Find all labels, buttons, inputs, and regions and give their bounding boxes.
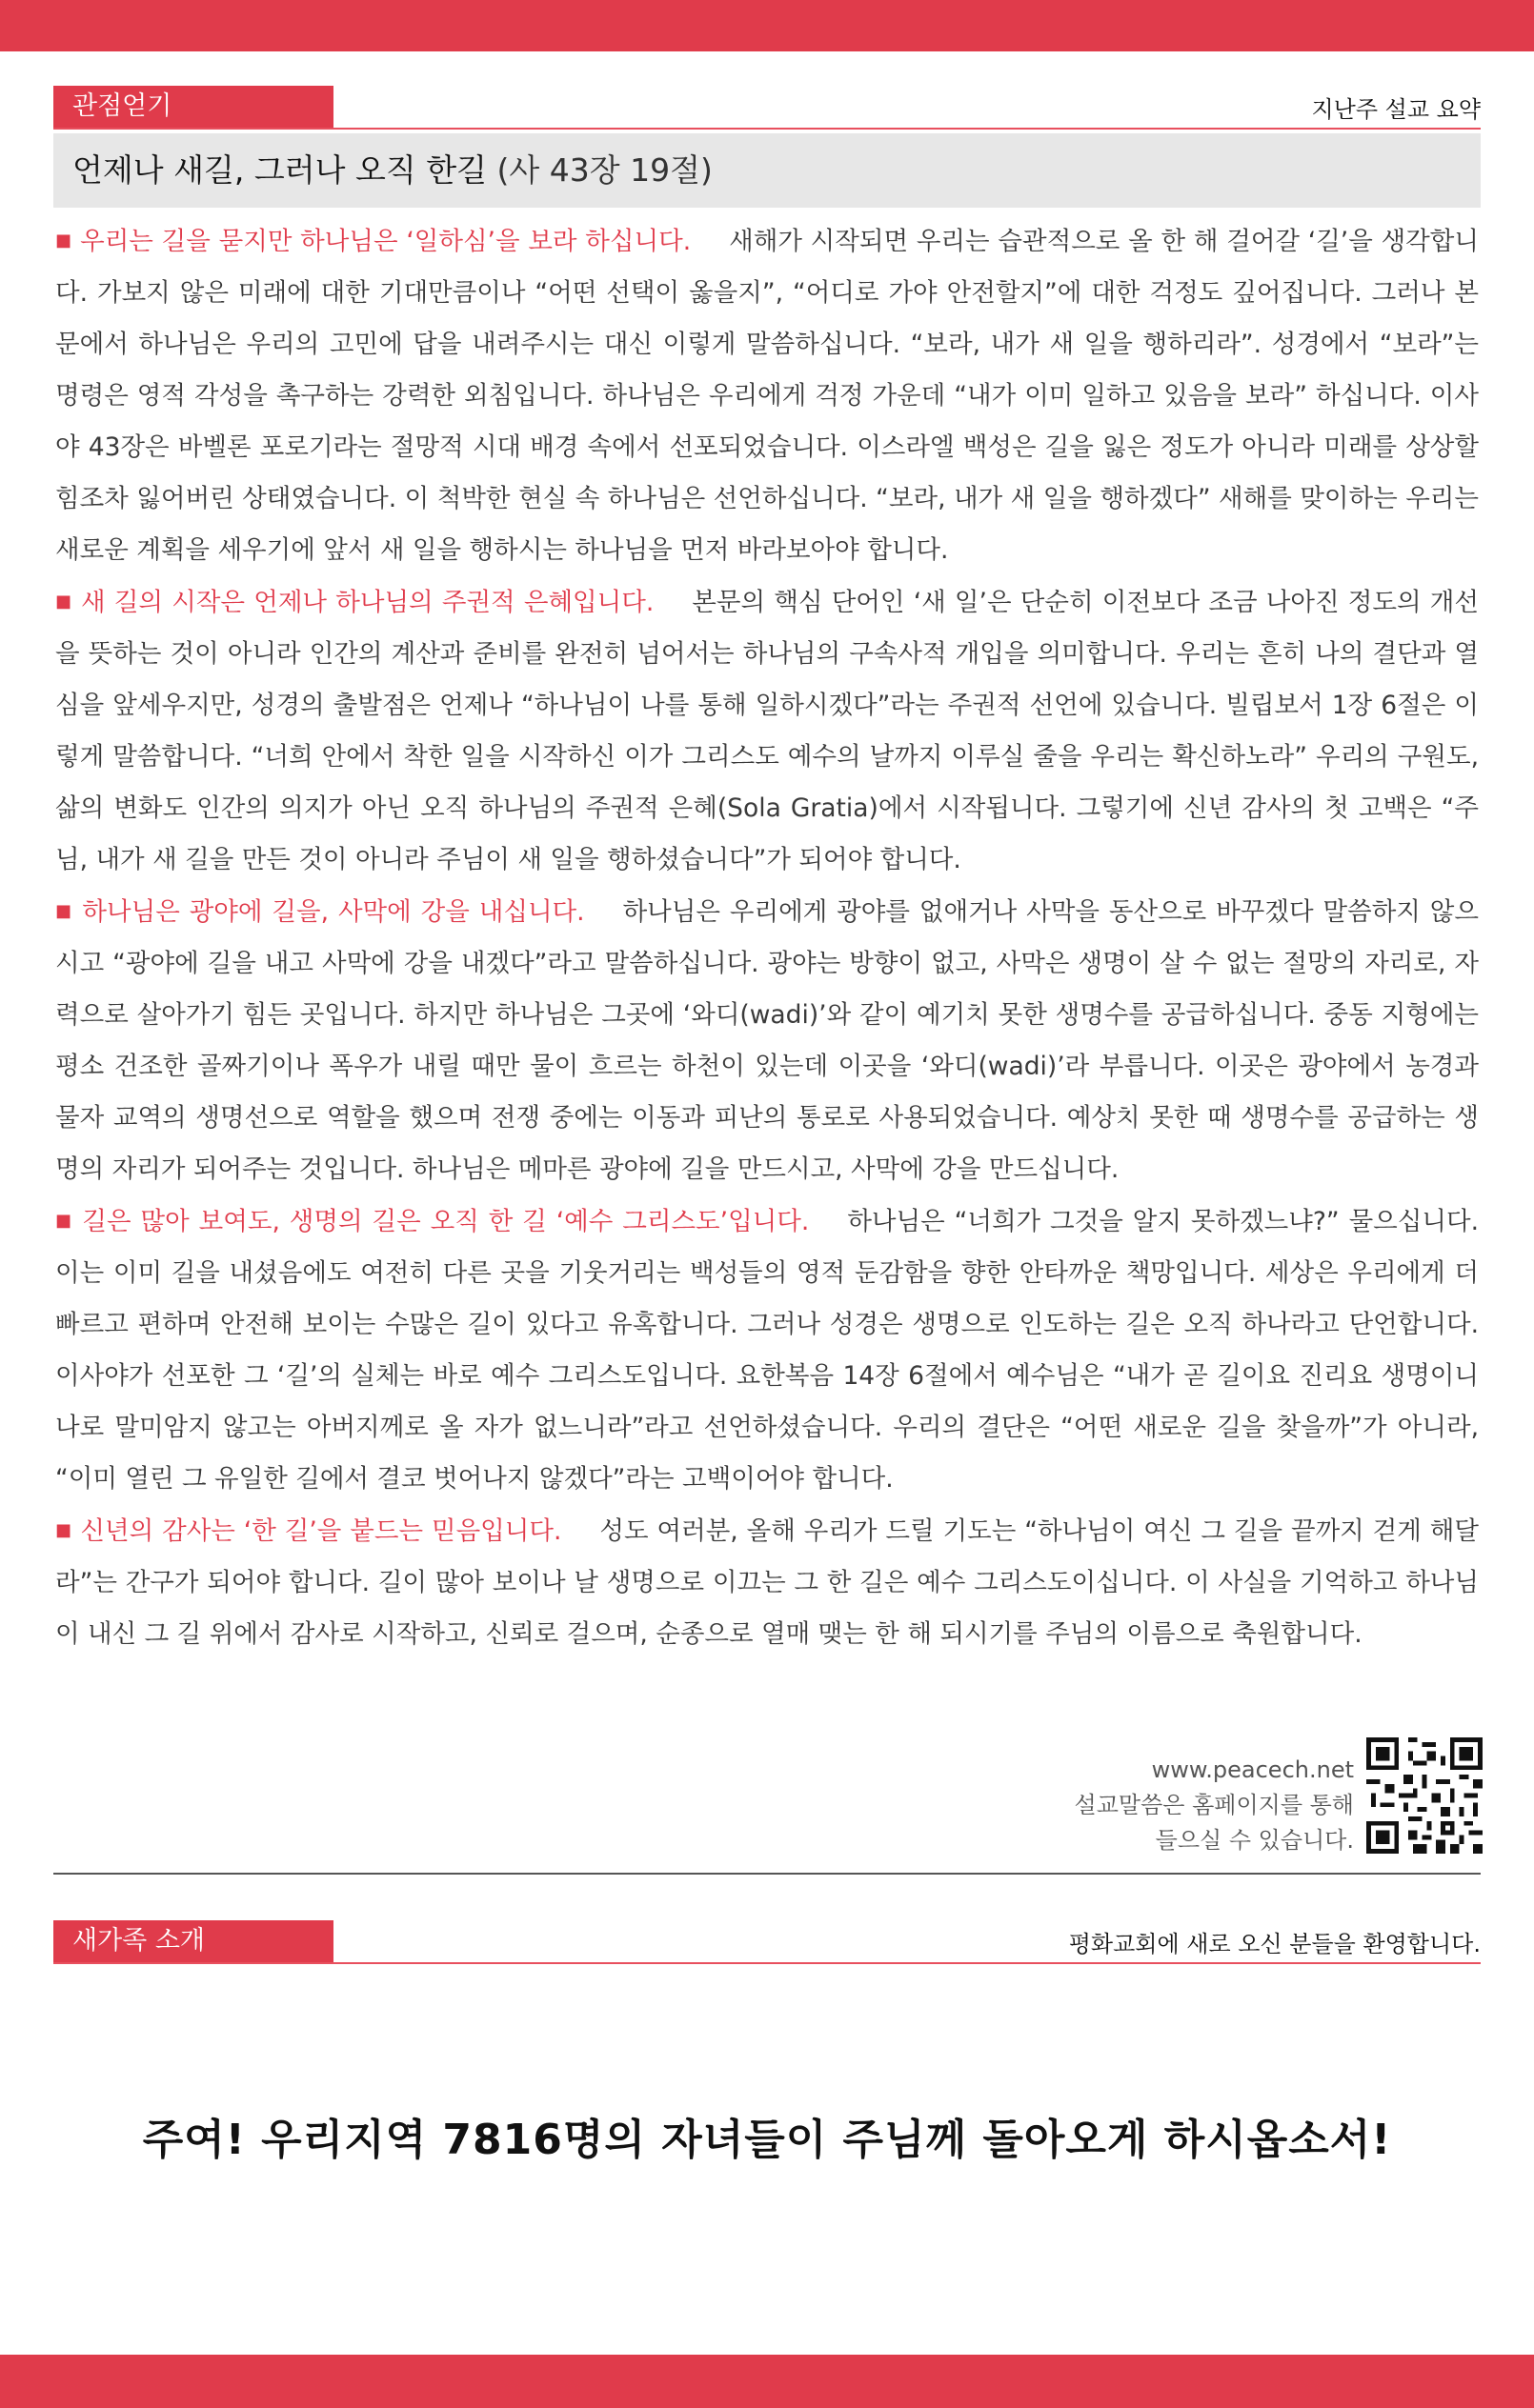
contact-info <box>1075 1753 1354 1858</box>
paragraph-heading: 우리는 길을 묻지만 하나님은 ‘일하심’을 보라 하십니다. <box>80 227 692 256</box>
paragraph-heading: 길은 많아 보여도, 생명의 길은 오직 한 길 ‘예수 그리스도’입니다. <box>82 1207 810 1236</box>
sermon-title: 언제나 새길, 그러나 오직 한길 <box>72 151 487 189</box>
paragraph-heading: 하나님은 광야에 길을, 사막에 강을 내십니다. <box>82 897 585 927</box>
qr-code-icon[interactable] <box>1366 1737 1483 1854</box>
bullet-square-icon: ■ <box>55 592 72 612</box>
bullet-square-icon: ■ <box>55 1211 73 1231</box>
sermon-section-header <box>53 86 1481 130</box>
new-family-section-header <box>53 1920 1481 1964</box>
sermon-section-subtitle: 지난주 설교 요약 <box>1311 96 1481 123</box>
paragraph-text: 하나님은 “너희가 그것을 알지 못하겠느냐?” 물으십니다. 이는 이미 길을 내셨음에도 여전히 다른 곳을 기웃거리는 백성들의 영적 둔감함을 향한 안타까운 책망입니다. 세상은 우리에게 더 빠르고 편하며 안전해 보이는 수많은 길이 있다고 유혹합니다. 그러나 성경은 생명으로 인도하는 길은 오직 하나라고 단언합니다. 이사야가 선포한 그 ‘길’의 실체는 바로 예수 그리스도입니다. 요한복음 14장 6절에서 예수님은 “내가 곧 길이요 진리요 생명이니 나로 말미암지 않고는 아버지께로 올 자가 없느니라”라고 선언하셨습니다. 우리의 결단은 “어떤 새로운 길을 찾을까”가 아니라, “이미 열린 그 유일한 길에서 결코 벗어나지 않겠다”라는 고백이어야 합니다. <box>55 1207 1479 1494</box>
paragraph <box>55 215 1479 576</box>
paragraph-heading: 새 길의 시작은 언제나 하나님의 주권적 은혜입니다. <box>81 588 655 617</box>
paragraph-text: 본문의 핵심 단어인 ‘새 일’은 단순히 이전보다 조금 나아진 정도의 개선을 뜻하는 것이 아니라 인간의 계산과 준비를 완전히 넘어서는 하나님의 구속사적 개입을 의미합니다. 우리는 흔히 나의 결단과 열심을 앞세우지만, 성경의 출발점은 언제나 “하나님이 나를 통해 일하시겠다”라는 주권적 선언에 있습니다. 빌립보서 1장 6절은 이렇게 말씀합니다. “너희 안에서 착한 일을 시작하신 이가 그리스도 예수의 날까지 이루실 줄을 우리는 확신하노라” 우리의 구원도, 삶의 변화도 인간의 의지가 아닌 오직 하나님의 주권적 은혜(Sola Gratia)에서 시작됩니다. 그렇기에 신년 감사의 첫 고백은 “주님, 내가 새 길을 만든 것이 아니라 주님이 새 일을 행하셨습니다”가 되어야 합니다. <box>55 588 1479 874</box>
top-accent-bar <box>0 0 1534 51</box>
paragraph <box>55 576 1479 886</box>
paragraph-heading: 신년의 감사는 ‘한 길’을 붙드는 믿음입니다. <box>80 1516 562 1546</box>
sermon-summary <box>55 215 1479 1660</box>
paragraph <box>55 1195 1479 1505</box>
new-family-section-label: 새가족 소개 <box>53 1920 333 1962</box>
bottom-accent-bar <box>0 2355 1534 2408</box>
paragraph-text: 새해가 시작되면 우리는 습관적으로 올 한 해 걸어갈 ‘길’을 생각합니다. 가보지 않은 미래에 대한 기대만큼이나 “어떤 선택이 옳을지”, “어디로 가야 안전할지”에 대한 걱정도 깊어집니다. 그러나 본문에서 하나님은 우리의 고민에 답을 내려주시는 대신 이렇게 말씀하십니다. “보라, 내가 새 일을 행하리라”. 성경에서 “보라”는 명령은 영적 각성을 촉구하는 강력한 외침입니다. 하나님은 우리에게 걱정 가운데 “내가 이미 일하고 있음을 보라” 하십니다. 이사야 43장은 바벨론 포로기라는 절망적 시대 배경 속에서 선포되었습니다. 이스라엘 백성은 길을 잃은 정도가 아니라 미래를 상상할 힘조차 잃어버린 상태였습니다. 이 척박한 현실 속 하나님은 선언하십니다. “보라, 내가 새 일을 행하겠다” 새해를 맞이하는 우리는 새로운 계획을 세우기에 앞서 새 일을 행하시는 하나님을 먼저 바라보아야 합니다. <box>55 227 1479 565</box>
new-family-welcome-text: 평화교회에 새로 오신 분들을 환영합니다. <box>1068 1931 1481 1957</box>
bullet-square-icon: ■ <box>55 901 73 921</box>
prayer-banner: 주여! 우리지역 7816명의 자녀들이 주님께 돌아오게 하시옵소서! <box>142 2116 1392 2164</box>
paragraph <box>55 886 1479 1195</box>
sermon-section-label: 관점얻기 <box>53 86 333 128</box>
contact-line-1: 설교말씀은 홈페이지를 통해 <box>1074 1792 1354 1818</box>
bullet-square-icon: ■ <box>55 231 72 251</box>
contact-line-2: 들으실 수 있습니다. <box>1155 1827 1354 1854</box>
scripture-reference: (사 43장 19절) <box>496 151 713 189</box>
paragraph <box>55 1505 1479 1660</box>
section-divider <box>53 1873 1481 1875</box>
paragraph-text: 성도 여러분, 올해 우리가 드릴 기도는 “하나님이 여신 그 길을 끝까지 걷게 해달라”는 간구가 되어야 합니다. 길이 많아 보이나 날 생명으로 이끄는 그 한 길은 예수 그리스도이십니다. 이 사실을 기억하고 하나님이 내신 그 길 위에서 감사로 시작하고, 신뢰로 걸으며, 순종으로 열매 맺는 한 해 되시기를 주님의 이름으로 축원합니다. <box>55 1516 1479 1649</box>
bullet-square-icon: ■ <box>55 1520 72 1540</box>
paragraph-text: 하나님은 우리에게 광야를 없애거나 사막을 동산으로 바꾸겠다 말씀하지 않으시고 “광야에 길을 내고 사막에 강을 내겠다”라고 말씀하십니다. 광야는 방향이 없고, 사막은 생명이 살 수 없는 절망의 자리로, 자력으로 살아가기 힘든 곳입니다. 하지만 하나님은 그곳에 ‘와디(wadi)’와 같이 예기치 못한 생명수를 공급하십니다. 중동 지형에는 평소 건조한 골짜기이나 폭우가 내릴 때만 물이 흐르는 하천이 있는데 이곳을 ‘와디(wadi)’라 부릅니다. 이곳은 광야에서 농경과 물자 교역의 생명선으로 역할을 했으며 전쟁 중에는 이동과 피난의 통로로 사용되었습니다. 예상치 못한 때 생명수를 공급하는 생명의 자리가 되어주는 것입니다. 하나님은 메마른 광야에 길을 만드시고, 사막에 강을 만드십니다. <box>55 897 1479 1184</box>
sermon-title-bar <box>53 133 1481 208</box>
website-link[interactable]: www.peacech.net <box>1151 1756 1354 1783</box>
